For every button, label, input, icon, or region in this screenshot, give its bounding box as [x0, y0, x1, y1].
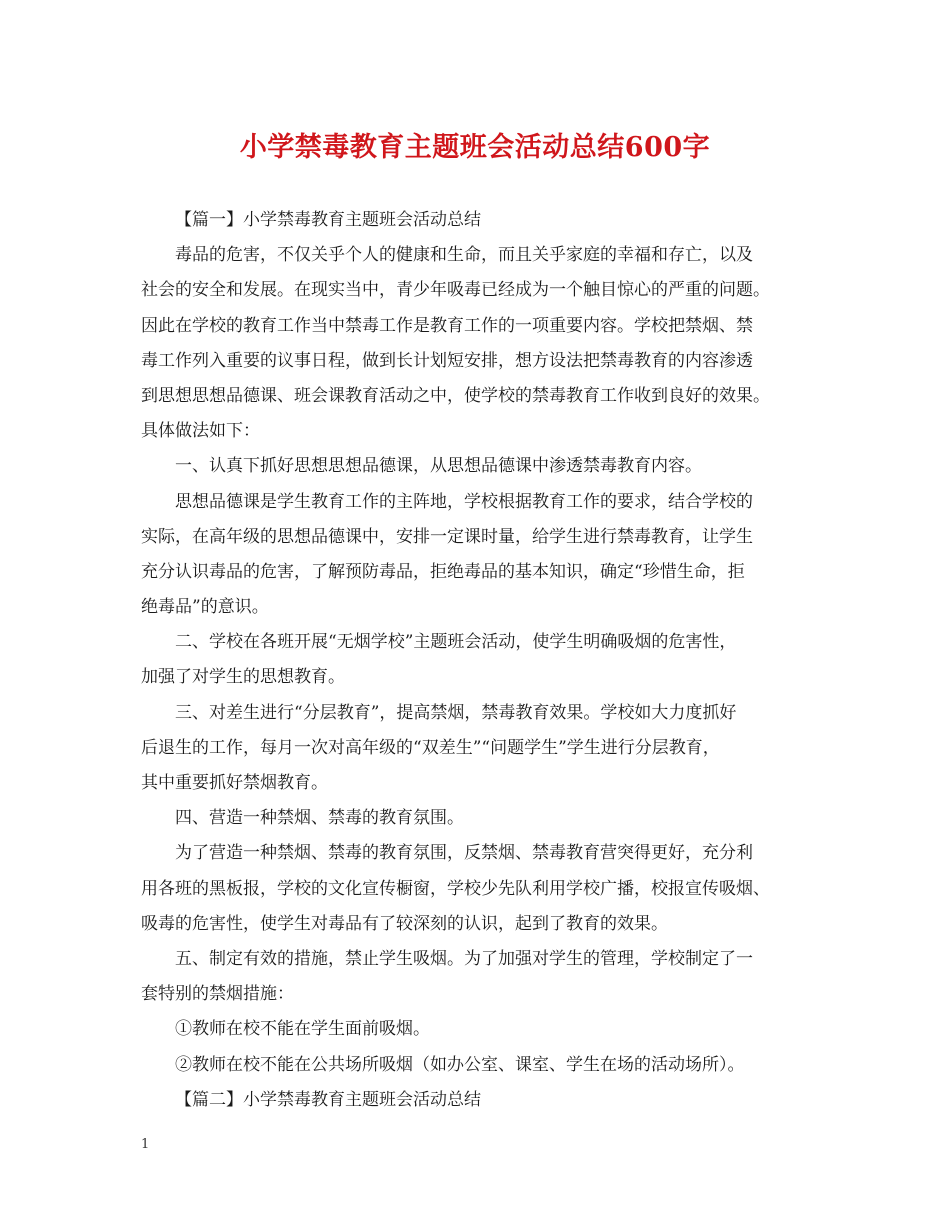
text-line: 毒工作列入重要的议事日程，做到长计划短安排，想方设法把禁毒教育的内容渗透	[141, 350, 753, 371]
text-line: 后退生的工作，每月一次对高年级的“双差生”“问题学生”学生进行分层教育，	[141, 737, 720, 758]
text-line: 一、认真下抓好思想思想品德课，从思想品德课中渗透禁毒教育内容。	[175, 456, 702, 477]
text-line: 充分认识毒品的危害，了解预防毒品，拒绝毒品的基本知识，确定“珍惜生命，拒	[141, 561, 745, 582]
text-line: 四、营造一种禁烟、禁毒的教育氛围。	[175, 808, 464, 829]
document-title: 小学禁毒教育主题班会活动总结600字	[239, 132, 711, 163]
text-line: 二、学校在各班开展“无烟学校”主题班会活动，使学生明确吸烟的危害性，	[175, 632, 737, 653]
text-line: 【篇二】小学禁毒教育主题班会活动总结	[175, 1089, 481, 1110]
page-number: 1	[141, 1137, 150, 1152]
text-line: ①教师在校不能在学生面前吸烟。	[175, 1019, 430, 1040]
text-line: 实际，在高年级的思想品德课中，安排一定课时量，给学生进行禁毒教育，让学生	[141, 526, 753, 547]
text-line: 具体做法如下：	[141, 421, 260, 442]
text-line: 用各班的黑板报，学校的文化宣传橱窗，学校少先队利用学校广播，校报宣传吸烟、	[141, 878, 770, 899]
text-line: 套特别的禁烟措施：	[141, 984, 294, 1005]
text-line: 因此在学校的教育工作当中禁毒工作是教育工作的一项重要内容。学校把禁烟、禁	[141, 315, 753, 336]
document-body	[141, 203, 821, 1118]
text-line: 五、制定有效的措施，禁止学生吸烟。为了加强对学生的管理，学校制定了一	[175, 948, 753, 969]
text-line: 到思想思想品德课、班会课教育活动之中，使学校的禁毒教育工作收到良好的效果。	[141, 385, 770, 406]
text-line: 其中重要抓好禁烟教育。	[141, 773, 328, 793]
text-line: 思想品德课是学生教育工作的主阵地，学校根据教育工作的要求，结合学校的	[175, 491, 753, 512]
text-line: 为了营造一种禁烟、禁毒的教育氛围，反禁烟、禁毒教育营突得更好，充分利	[175, 843, 753, 864]
text-line: 绝毒品”的意识。	[141, 597, 269, 618]
text-line: 吸毒的危害性，使学生对毒品有了较深刻的认识，起到了教育的效果。	[141, 913, 668, 934]
text-line: 加强了对学生的思想教育。	[141, 667, 345, 688]
text-line: 社会的安全和发展。在现实当中，青少年吸毒已经成为一个触目惊心的严重的问题。	[141, 280, 770, 301]
text-line: 【篇一】小学禁毒教育主题班会活动总结	[175, 210, 481, 230]
text-line: ②教师在校不能在公共场所吸烟（如办公室、课室、学生在场的活动场所）。	[175, 1054, 745, 1075]
text-line: 三、对差生进行“分层教育”，提高禁烟，禁毒教育效果。学校如大力度抓好	[175, 702, 737, 723]
text-line: 毒品的危害，不仅关乎个人的健康和生命，而且关乎家庭的幸福和存亡，以及	[175, 245, 753, 266]
